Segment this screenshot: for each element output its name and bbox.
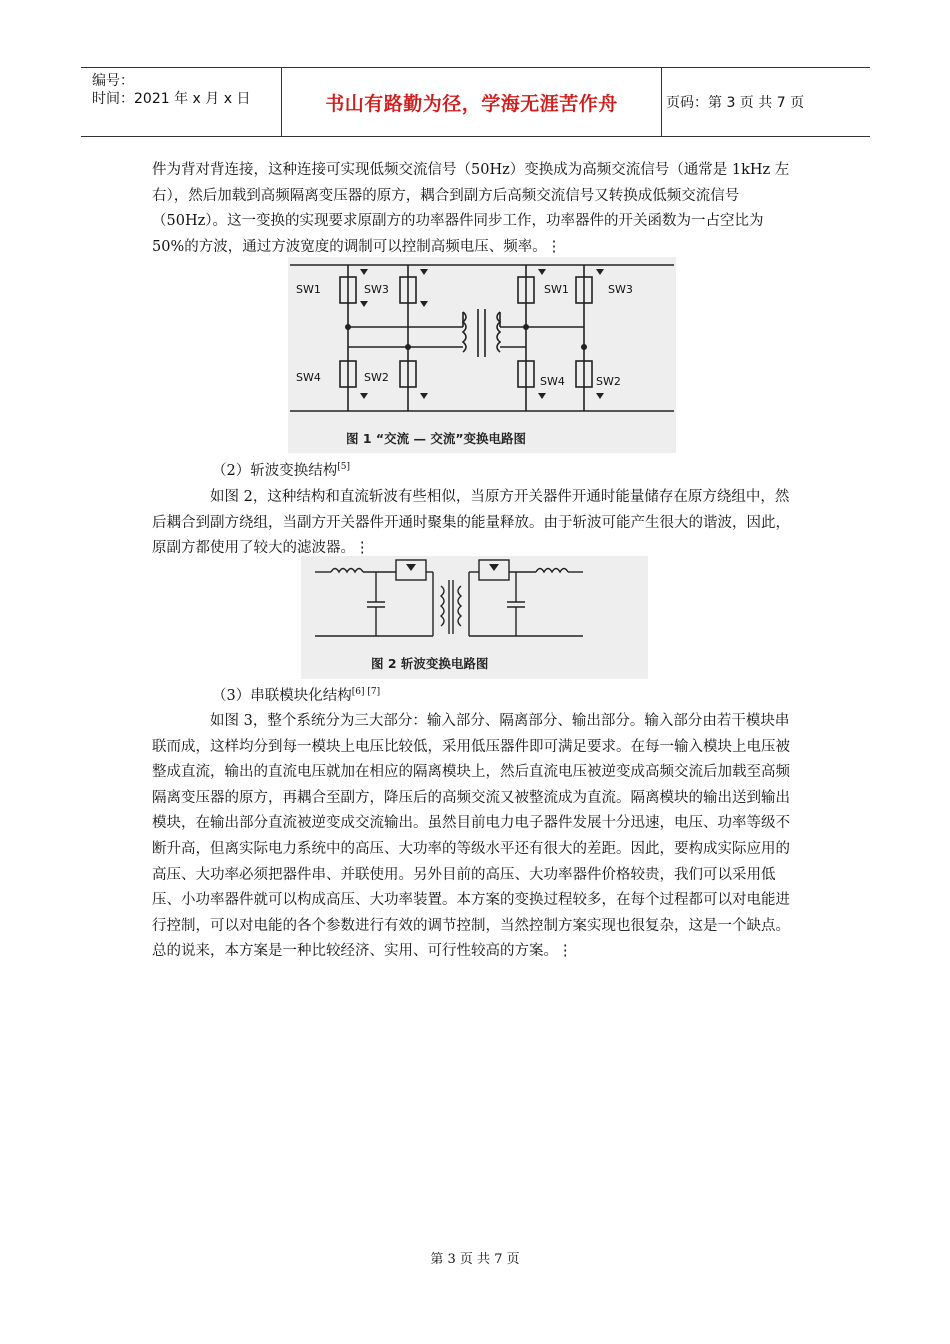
figure-chopper-circuit <box>301 556 648 679</box>
label-sw2-right: SW2 <box>596 375 621 388</box>
header-page-info: 页码：第 3 页 共 7 页 <box>666 95 805 111</box>
figure-ac-ac-circuit <box>288 257 676 453</box>
section3-heading <box>212 684 380 705</box>
label-sw3-left: SW3 <box>364 283 389 296</box>
label-sw1-right: SW1 <box>544 283 569 296</box>
section3-heading-text: （3）串联模块化结构 <box>212 688 352 704</box>
label-sw4-left: SW4 <box>296 371 321 384</box>
label-sw3-right: SW3 <box>608 283 633 296</box>
chopper-circuit-diagram <box>301 556 648 679</box>
section2-heading <box>212 459 350 480</box>
figure1-caption: 图 1 “交流 — 交流”变换电路图 <box>346 431 527 446</box>
section2-paragraph <box>152 485 800 562</box>
number-label: 编号： <box>92 73 134 89</box>
header-motto: 书山有路勤为径，学海无涯苦作舟 <box>282 68 662 136</box>
label-sw2-left: SW2 <box>364 371 389 384</box>
figure2-caption: 图 2 斩波变换电路图 <box>371 656 489 671</box>
section3-text: 如图 3，整个系统分为三大部分：输入部分、隔离部分、输出部分。输入部分由若干模块串联而成，这样均分到每一模块上电压比较低，采用低压器件即可满足要求。在每一输入模块上电压被整成直流，输出的直流电压就加在相应的隔离模块上，然后直流电压被逆变成高频交流后加载至高频隔离变压器的原方，再耦合至副方，降压后的高频交流又被整流成为直流。隔离模块的输出送到输出模块，在输出部分直流被逆变成交流输出。虽然目前电力电子器件发展十分迅速，电压、功率等级不断升高，但离实际电力系统中的高压、大功率的等级水平还有很大的差距。因此，要构成实际应用的高压、大功率必须把器件串、并联使用。另外目前的高压、大功率器件价格较贵，我们可以采用低压、小功率器件就可以构成高压、大功率装置。本方案的变换过程较多，在每个过程都可以对电能进行控制，可以对电能的各个参数进行有效的调节控制，当然控制方案实现也很复杂，这是一个缺点。总的说来，本方案是一种比较经济、实用、可行性较高的方案。⋮ <box>152 713 790 960</box>
section2-text: 如图 2，这种结构和直流斩波有些相似，当原方开关器件开通时能量储存在原方绕组中，然后耦合到副方绕组，当副方开关器件开通时聚集的能量释放。由于斩波可能产生很大的谐波，因此，原副方都使用了较大的滤波器。⋮ <box>152 489 790 557</box>
header-meta-cell <box>81 68 282 136</box>
section2-ref: [5] <box>337 462 350 472</box>
intro-text: 件为背对背连接，这种连接可实现低频交流信号（50Hz）变换成为高频交流信号（通常是 1kHz 左右），然后加载到高频隔离变压器的原方，耦合到副方后高频交流信号又转换成低频交流信号（50Hz）。这一变换的实现要求原副方的功率器件同步工作，功率器件的开关函数为一占空比为 50%的方波，通过方波宽度的调制可以控制高频电压、频率。⋮ <box>152 162 790 255</box>
intro-paragraph <box>152 158 800 260</box>
ac-ac-circuit-diagram <box>288 257 676 453</box>
page-footer: 第 3 页 共 7 页 <box>430 1252 520 1267</box>
date-label: 时间：2021 年 x 月 x 日 <box>92 91 251 107</box>
page-header <box>81 67 870 137</box>
section3-ref: [6] [7] <box>351 687 381 697</box>
section2-heading-text: （2）斩波变换结构 <box>212 463 338 479</box>
label-sw4-right: SW4 <box>540 375 565 388</box>
section3-paragraph <box>152 709 800 965</box>
label-sw1-left: SW1 <box>296 283 321 296</box>
